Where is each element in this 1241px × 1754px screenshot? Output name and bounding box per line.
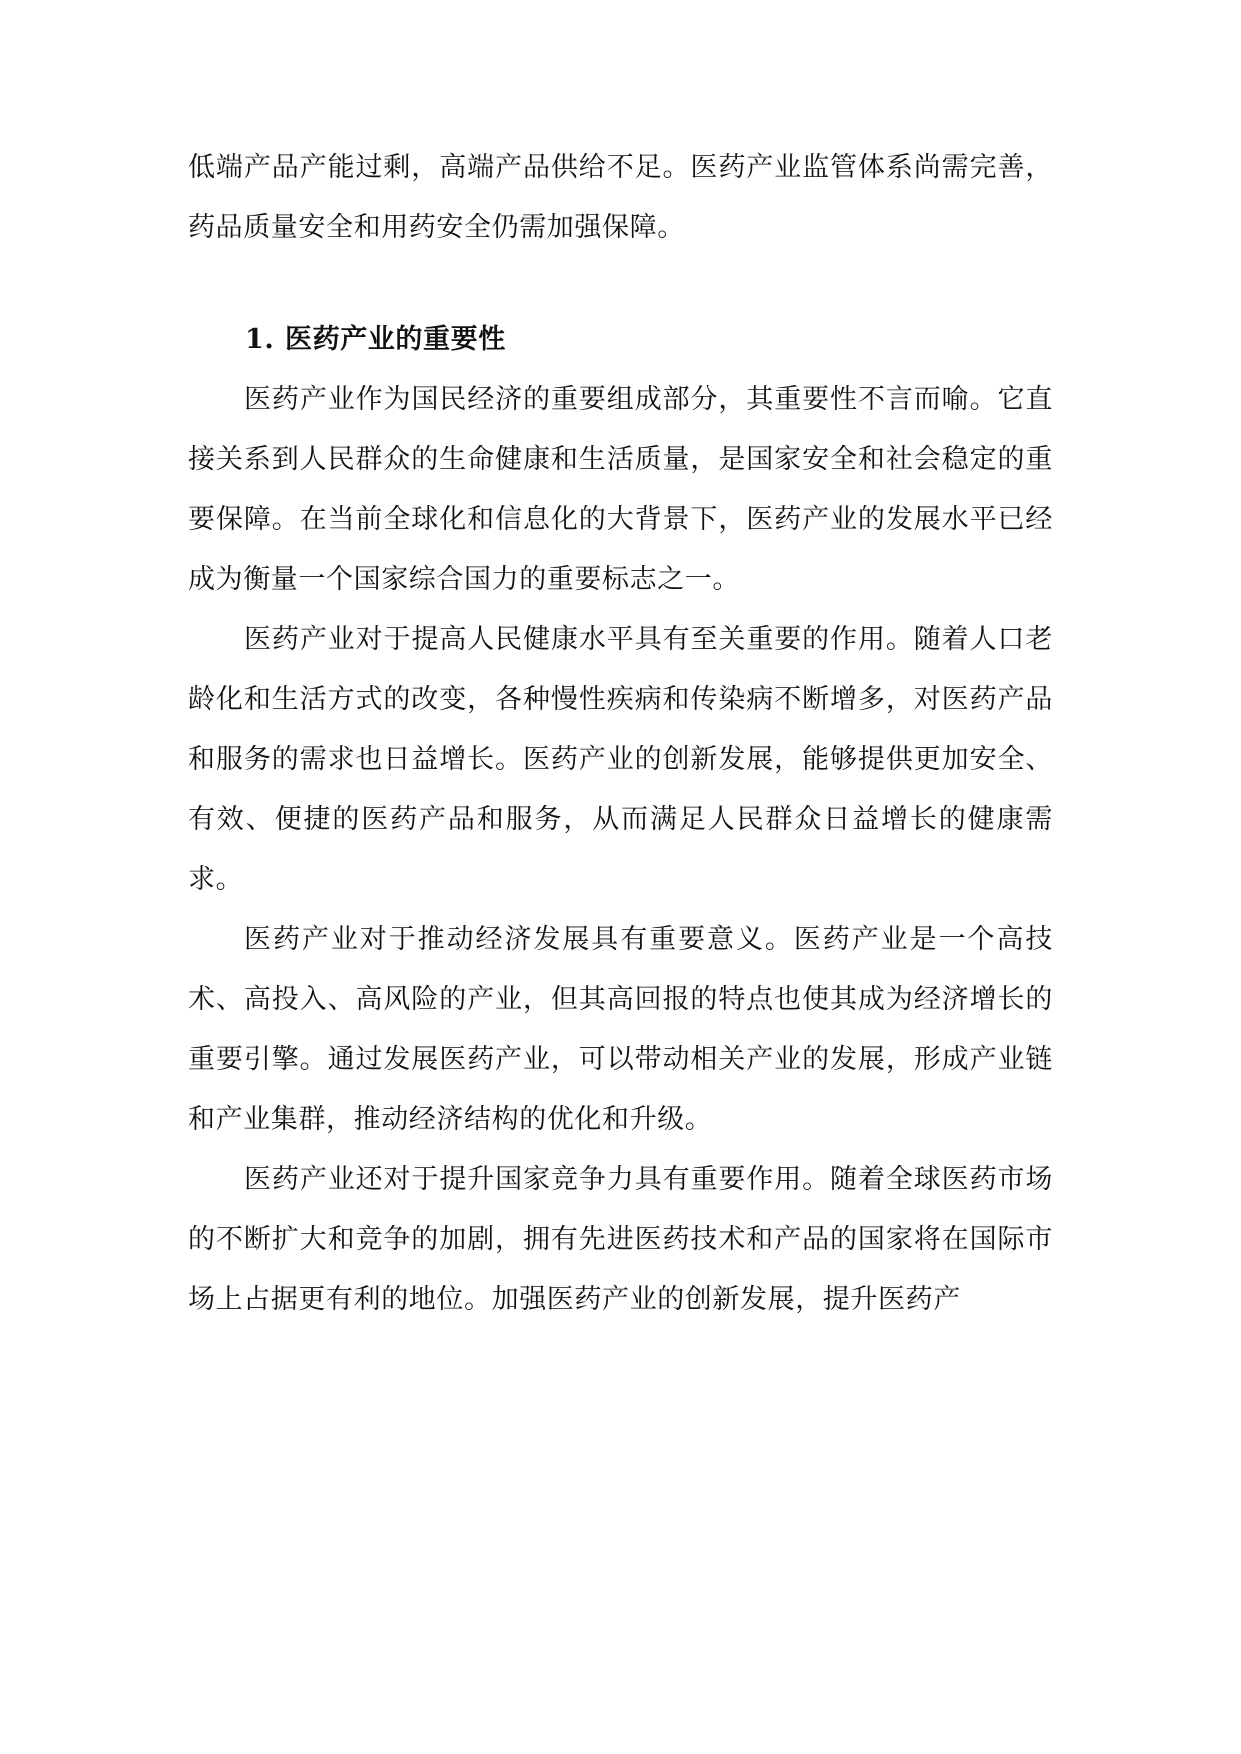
section-heading <box>188 310 1053 370</box>
section-number: 1. <box>245 324 275 355</box>
body-paragraph: 医药产业对于推动经济发展具有重要意义。医药产业是一个高技术、高投入、高风险的产业，但其高回报的特点也使其成为经济增长的重要引擎。通过发展医药产业，可以带动相关产业的发展，形成产业链和产业集群，推动经济结构的优化和升级。 <box>188 924 1053 1135</box>
section-title: 医药产业的重要性 <box>285 324 506 355</box>
document-body <box>188 138 1053 1330</box>
body-paragraph: 医药产业还对于提升国家竞争力具有重要作用。随着全球医药市场的不断扩大和竞争的加剧，拥有先进医药技术和产品的国家将在国际市场上占据更有利的地位。加强医药产业的创新发展，提升医药产 <box>188 1164 1053 1315</box>
intro-paragraph: 低端产品产能过剩，高端产品供给不足。医药产业监管体系尚需完善，药品质量安全和用药安全仍需加强保障。 <box>188 152 1053 243</box>
body-paragraph: 医药产业对于提高人民健康水平具有至关重要的作用。随着人口老龄化和生活方式的改变，各种慢性疾病和传染病不断增多，对医药产品和服务的需求也日益增长。医药产业的创新发展，能够提供更加安全、有效、便捷的医药产品和服务，从而满足人民群众日益增长的健康需求。 <box>188 624 1053 895</box>
body-paragraph: 医药产业作为国民经济的重要组成部分，其重要性不言而喻。它直接关系到人民群众的生命健康和生活质量，是国家安全和社会稳定的重要保障。在当前全球化和信息化的大背景下，医药产业的发展水平已经成为衡量一个国家综合国力的重要标志之一。 <box>188 384 1053 595</box>
